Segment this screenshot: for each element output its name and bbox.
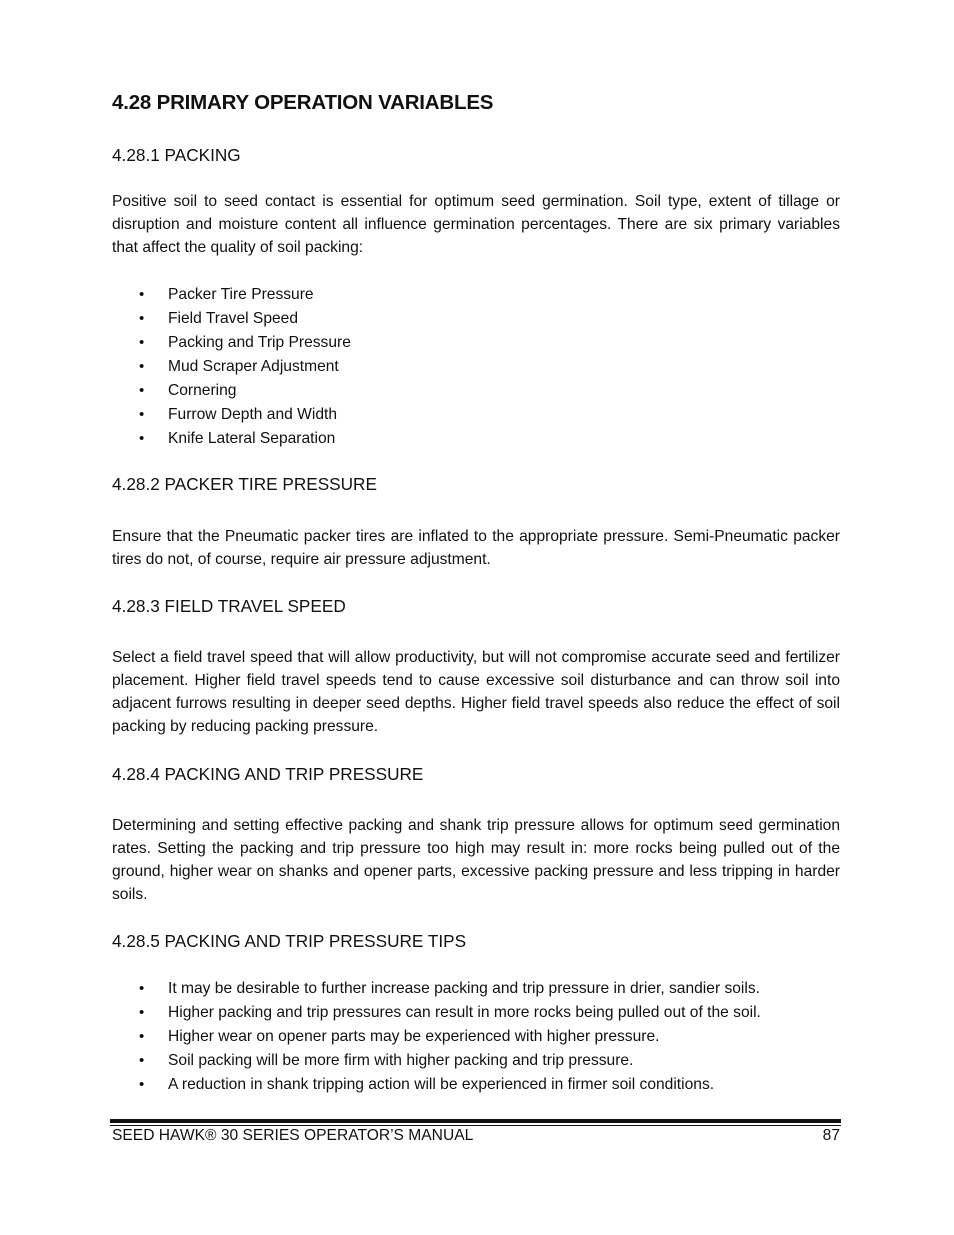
trip-pressure-paragraph: Determining and setting effective packing and shank trip pressure allows for optimum seed germination rates. Setting the packing and trip pressure too high may result in: more rocks being pulled out of the ground, higher wear on shanks and opener parts, excessive packing pressure and less tripping in harder soils. [112,817,840,903]
list-item: • Soil packing will be more firm with higher packing and trip pressure. [112,1049,840,1073]
list-item: • It may be desirable to further increase packing and trip pressure in drier, sandier soils. [112,977,840,1001]
list-item: • Field Travel Speed [112,307,840,331]
list-item: • Packing and Trip Pressure [112,331,840,355]
footer-divider-thick [110,1119,841,1123]
tips-list [112,977,840,1097]
list-item: • A reduction in shank tripping action will be experienced in firmer soil conditions. [112,1073,840,1097]
packing-heading: 4.28.1 PACKING [112,145,241,165]
list-item: • Packer Tire Pressure [112,283,840,307]
packing-variables-list [112,283,840,451]
packing-paragraph: Positive soil to seed contact is essential for optimum seed germination. Soil type, extent of tillage or disruption and moisture content all influence germination percentages. There are six primary variables that affect the quality of soil packing: [112,193,840,256]
trip-pressure-heading: 4.28.4 PACKING AND TRIP PRESSURE [112,764,424,784]
packer-tire-paragraph: Ensure that the Pneumatic packer tires are inflated to the appropriate pressure. Semi-Pneumatic packer tires do not, of course, require air pressure adjustment. [112,528,840,568]
footer-manual-title: SEED HAWK® 30 SERIES OPERATOR’S MANUAL [112,1127,474,1144]
list-item: • Higher wear on opener parts may be experienced with higher pressure. [112,1025,840,1049]
travel-speed-heading: 4.28.3 FIELD TRAVEL SPEED [112,596,346,616]
footer-divider-thin [110,1125,841,1126]
list-item: • Higher packing and trip pressures can result in more rocks being pulled out of the soil. [112,1001,840,1025]
packer-tire-heading: 4.28.2 PACKER TIRE PRESSURE [112,474,377,494]
list-item: • Cornering [112,379,840,403]
list-item: • Furrow Depth and Width [112,403,840,427]
list-item: • Mud Scraper Adjustment [112,355,840,379]
list-item: • Knife Lateral Separation [112,427,840,451]
section-title: 4.28 PRIMARY OPERATION VARIABLES [112,91,494,114]
footer-page-number: 87 [822,1127,840,1144]
travel-speed-paragraph: Select a field travel speed that will allow productivity, but will not compromise accurate seed and fertilizer placement. Higher field travel speeds tend to cause excessive soil disturbance and can throw soil into adjacent furrows resulting in deeper seed depths. Higher field travel speeds also reduce the effect of soil packing by reducing packing pressure. [112,649,840,735]
tips-heading: 4.28.5 PACKING AND TRIP PRESSURE TIPS [112,931,467,951]
